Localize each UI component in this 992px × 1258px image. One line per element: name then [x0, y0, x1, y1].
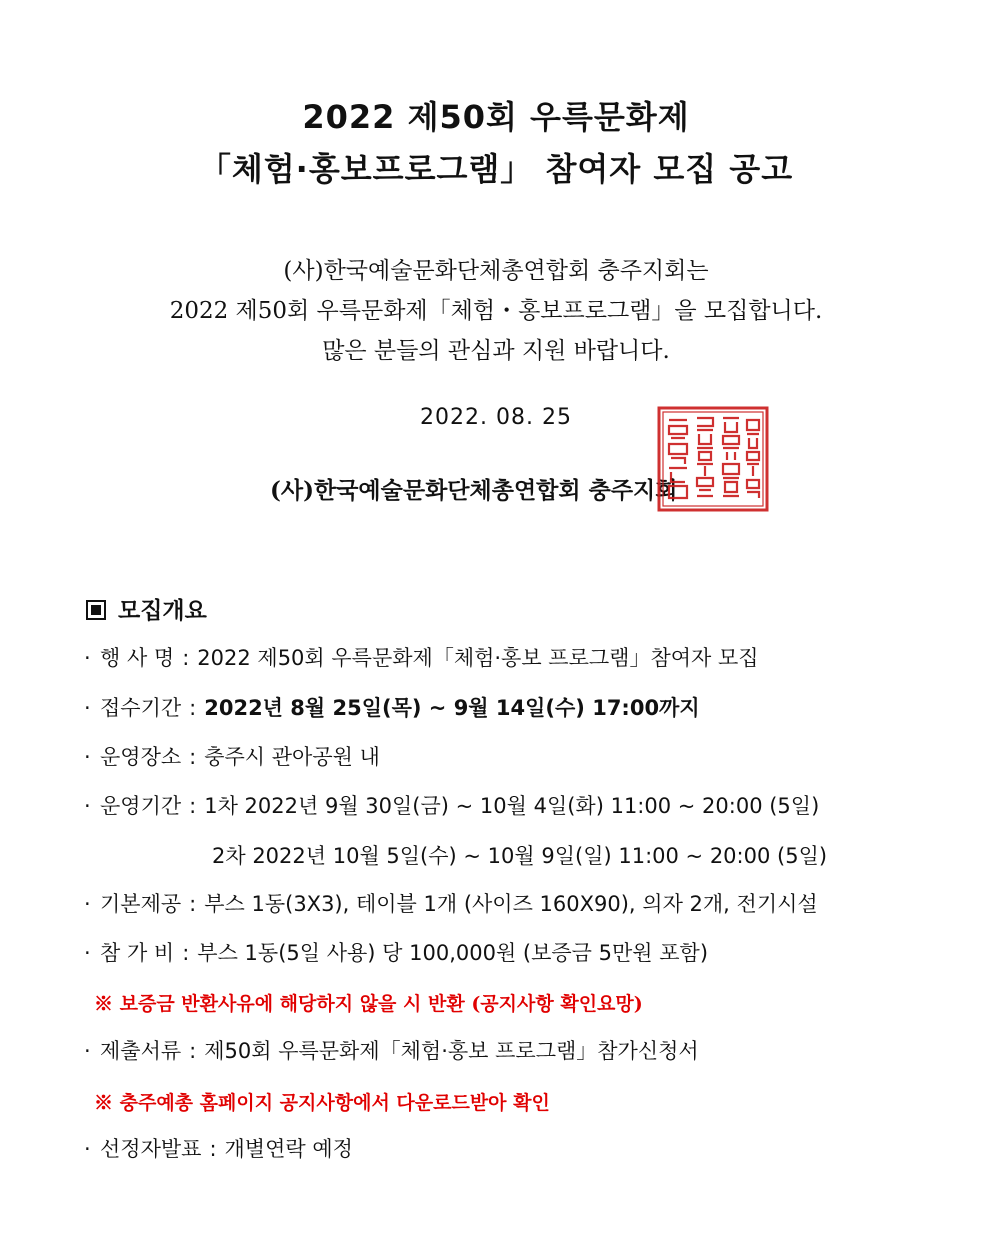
official-seal-stamp [657, 406, 769, 512]
info-row-event-name [84, 642, 759, 672]
row-colon: : [209, 1137, 217, 1161]
row-label: 제출서류 [100, 1039, 182, 1063]
section-heading [86, 592, 207, 625]
bullet-icon: · [84, 794, 91, 818]
intro-line-2: 2022 제50회 우륵문화제「체험・홍보프로그램」을 모집합니다. [169, 298, 823, 324]
info-row-operation-period-2 [212, 840, 827, 870]
info-row-basic-provision [84, 888, 818, 918]
row-colon: : [182, 941, 190, 965]
bullet-icon: · [84, 646, 91, 670]
organization-name: (사)한국예술문화단체총연합회 충주지회 [270, 477, 678, 504]
title-line-2: 「체험·홍보프로그램」 참여자 모집 공고 [198, 150, 794, 188]
row-value: 개별연락 예정 [224, 1137, 353, 1161]
intro-line-3: 많은 분들의 관심과 지원 바랍니다. [322, 338, 670, 364]
bullet-icon: · [84, 941, 91, 965]
deposit-notice: ※ 보증금 반환사유에 해당하지 않을 시 반환 (공지사항 확인요망) [94, 993, 643, 1015]
row-value: 2022 제50회 우륵문화제「체험·홍보 프로그램」참여자 모집 [197, 646, 759, 670]
bullet-icon: · [84, 892, 91, 916]
info-row-venue [84, 741, 380, 771]
row-colon: : [182, 646, 190, 670]
bullet-icon: · [84, 1039, 91, 1063]
row-colon: : [189, 745, 197, 769]
row-colon: : [189, 794, 197, 818]
row-label: 운영기간 [100, 794, 182, 818]
square-bullet-icon [86, 600, 106, 620]
row-colon: : [189, 1039, 197, 1063]
info-row-announcement [84, 1133, 353, 1163]
row-label: 선정자발표 [100, 1137, 202, 1161]
bullet-icon: · [84, 696, 91, 720]
row-value: 2차 2022년 10월 5일(수) ~ 10월 9일(일) 11:00 ~ 20:00 (5일) [212, 844, 828, 868]
row-colon: : [189, 892, 197, 916]
bullet-icon: · [84, 1137, 91, 1161]
info-row-operation-period [84, 790, 819, 820]
title-line-1: 2022 제50회 우륵문화제 [302, 98, 690, 136]
intro-line-1: (사)한국예술문화단체총연합회 충주지회는 [283, 258, 709, 284]
row-value: 충주시 관아공원 내 [204, 745, 380, 769]
info-row-application-period [84, 692, 700, 722]
row-label: 접수기간 [100, 696, 182, 720]
row-value: 부스 1동(5일 사용) 당 100,000원 (보증금 5만원 포함) [197, 941, 709, 965]
announcement-date: 2022. 08. 25 [420, 405, 572, 430]
info-row-documents [84, 1035, 699, 1065]
row-label: 행 사 명 [100, 646, 175, 670]
row-label: 기본제공 [100, 892, 182, 916]
bullet-icon: · [84, 745, 91, 769]
row-label: 참 가 비 [100, 941, 175, 965]
row-value: 2022년 8월 25일(목) ~ 9월 14일(수) 17:00까지 [204, 696, 700, 720]
row-value: 부스 1동(3X3), 테이블 1개 (사이즈 160X90), 의자 2개, 전기시설 [204, 892, 818, 916]
row-colon: : [189, 696, 197, 720]
row-value: 제50회 우륵문화제「체험·홍보 프로그램」참가신청서 [204, 1039, 699, 1063]
section-title: 모집개요 [118, 598, 207, 624]
row-value: 1차 2022년 9월 30일(금) ~ 10월 4일(화) 11:00 ~ 20:00 (5일) [204, 794, 820, 818]
download-notice: ※ 충주예총 홈페이지 공지사항에서 다운로드받아 확인 [94, 1092, 550, 1114]
info-row-participation-fee [84, 937, 708, 967]
row-label: 운영장소 [100, 745, 182, 769]
